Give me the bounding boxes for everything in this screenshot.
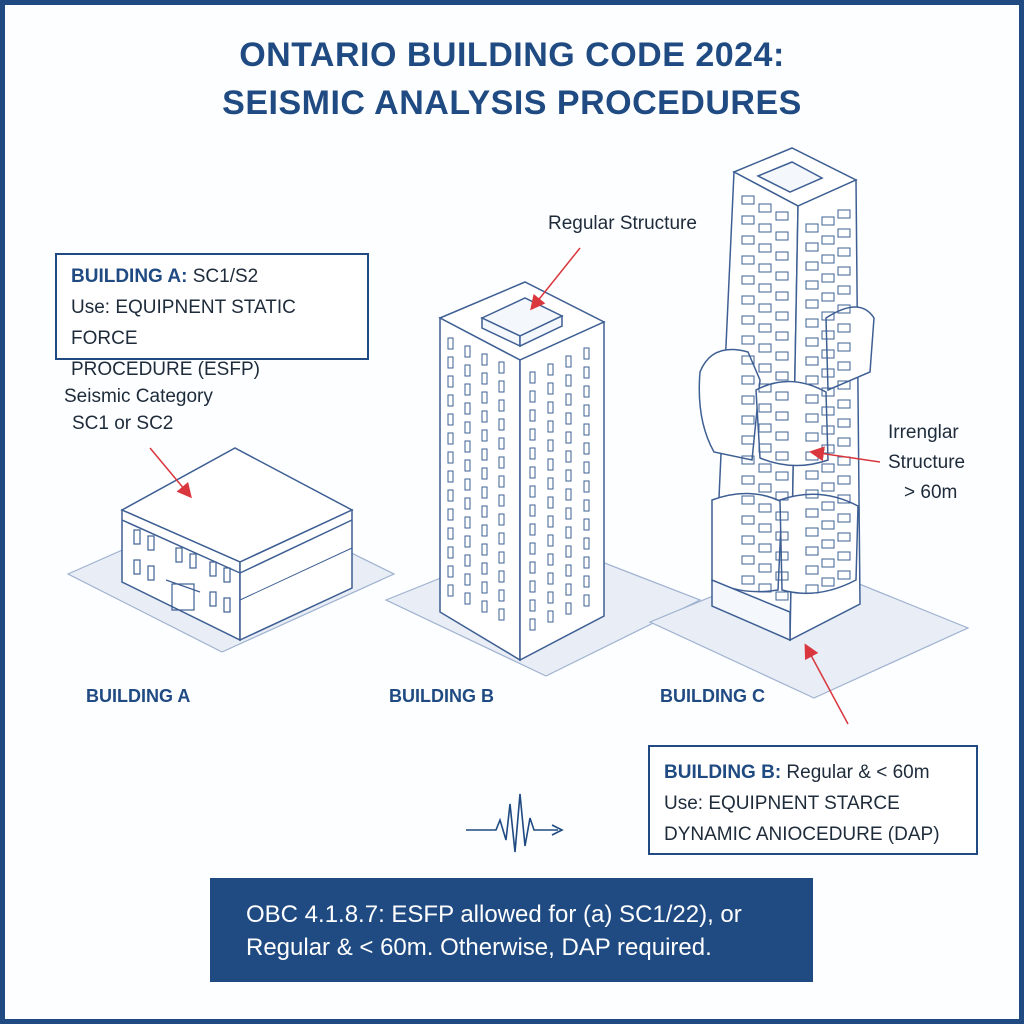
footer-line-2: Regular & < 60m. Otherwise, DAP required. <box>246 934 712 961</box>
irregular-line-1: Irrenglar <box>888 422 959 443</box>
building-a-info-heading <box>71 261 353 292</box>
building-b-info-line-2: Use: EQUIPNENT STARCE <box>664 793 900 814</box>
irregular-line-3: > 60m <box>904 482 958 503</box>
building-a-info-line-2: Use: EQUIPNENT STATIC FORCE <box>71 297 296 349</box>
code-reference-footer <box>210 878 813 982</box>
building-a-info-box <box>55 253 369 380</box>
building-a-label: BUILDING A <box>86 686 191 706</box>
irregular-line-2: Structure <box>888 452 966 473</box>
building-b-heading-label: BUILDING B: <box>664 762 782 783</box>
building-b-label: BUILDING B <box>389 686 494 706</box>
building-b-heading-value: Regular & < 60m <box>781 762 930 783</box>
building-b-info-line-3: DYNAMIC ANIOCEDURE (DAP) <box>664 824 940 845</box>
seismic-category-line-1: Seismic Category <box>64 386 213 407</box>
building-a-heading-value: SC1/S2 <box>187 266 259 287</box>
title-line-2: SEISMIC ANALYSIS PROCEDURES <box>222 84 802 122</box>
building-b-info-heading <box>664 757 962 788</box>
building-a-heading-label: BUILDING A: <box>71 266 188 287</box>
irregular-structure-note <box>888 418 965 508</box>
footer-line-1: OBC 4.1.8.7: ESFP allowed for (a) SC1/22), or <box>246 901 742 928</box>
building-b-info-box <box>648 745 978 855</box>
building-c-label: BUILDING C <box>660 686 765 706</box>
seismic-category-line-2: SC1 or SC2 <box>72 413 174 434</box>
regular-structure-note: Regular Structure <box>548 213 697 234</box>
title-line-1: ONTARIO BUILDING CODE 2024: <box>239 36 785 74</box>
seismic-category-note <box>64 383 213 437</box>
seismic-wave-icon <box>466 794 562 852</box>
building-c <box>699 148 874 640</box>
building-a-info-line-3: PROCEDURE (ESFP) <box>71 359 260 380</box>
